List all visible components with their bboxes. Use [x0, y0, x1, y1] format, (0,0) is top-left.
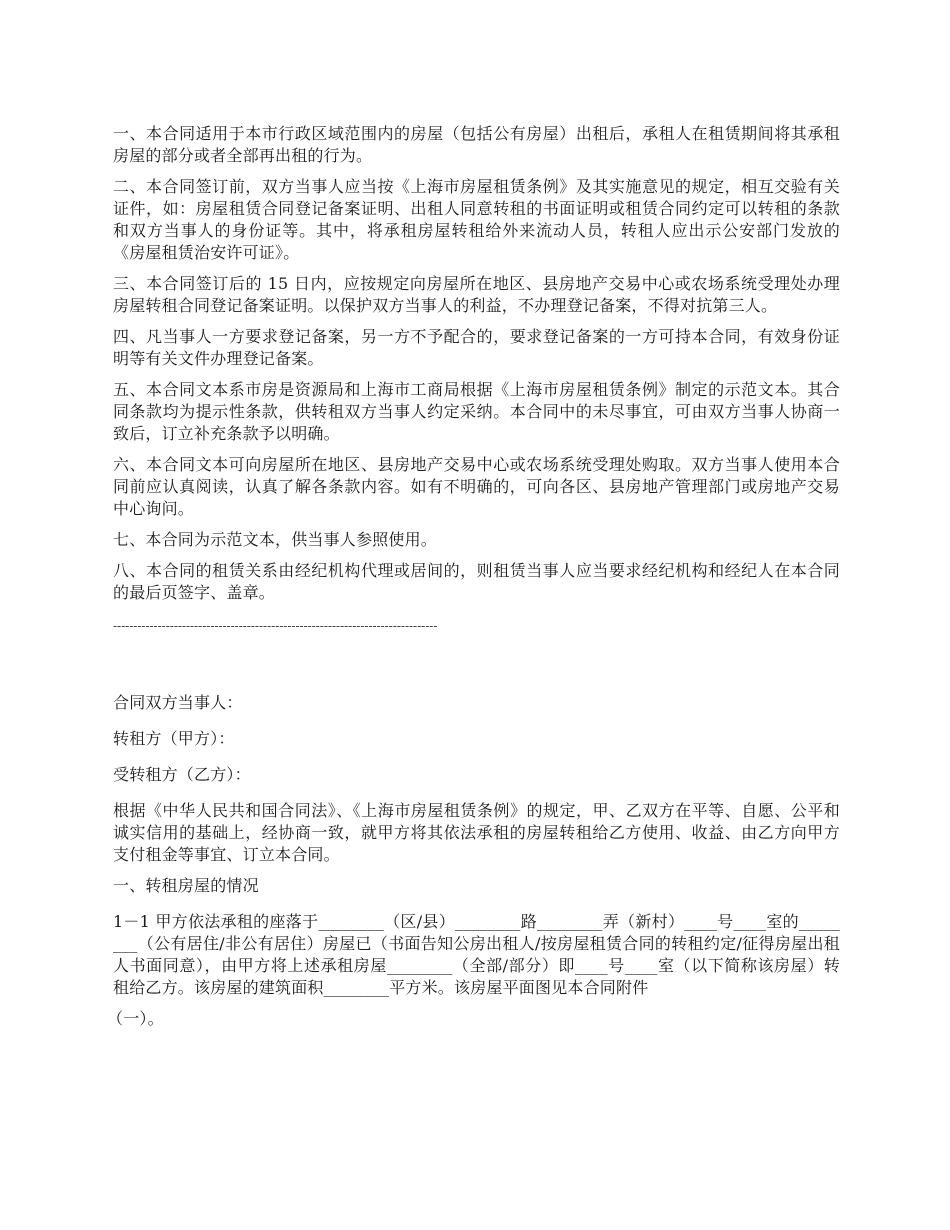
- note-1: 一、本合同适用于本市行政区域范围内的房屋（包括公有房屋）出租后，承租人在租赁期间将其承租房屋的部分或者全部再出租的行为。: [113, 124, 840, 165]
- party-b-label: 受转租方（乙方）：: [113, 765, 251, 784]
- party-a-label: 转租方（甲方）：: [113, 729, 235, 748]
- preamble: 根据《中华人民共和国合同法》、《上海市房屋租赁条例》的规定，甲、乙双方在平等、自愿、公平和诚实信用的基础上，经协商一致，就甲方将其依法承租的房屋转租给乙方使用、收益、由乙方向甲方支付租金等事宜、订立本合同。: [113, 801, 840, 864]
- note-2: 二、本合同签订前，双方当事人应当按《上海市房屋租赁条例》及其实施意见的规定，相互交验有关证件，如：房屋租赁合同登记备案证明、出租人同意转租的书面证明或租赁合同约定可以转租的条款和双方当事人的身份证等。其中，将承租房屋转租给外来流动人员，转租人应出示公安部门发放的《房屋租赁治安许可证》。: [113, 177, 840, 262]
- note-7: 七、本合同为示范文本，供当事人参照使用。: [113, 530, 438, 549]
- separator-line: --------------------------------------------------------------------------------: [113, 619, 438, 633]
- clause-1-1: 1－1 甲方依法承租的座落于________（区/县）________路________弄（新村）____号____室的________（公有居住/非公有居住）房屋已（书面告知公房出租人/按房屋租赁合同的转租约定/征得房屋出租人书面同意），由甲方将上述承租房屋________（全部/部分）即____号____室（以下简称该房屋）转租给乙方。该房屋的建筑面积________平方米。该房屋平面图见本合同附件: [113, 912, 840, 997]
- note-4: 四、凡当事人一方要求登记备案，另一方不予配合的，要求登记备案的一方可持本合同，有效身份证明等有关文件办理登记备案。: [113, 327, 840, 368]
- note-8: 八、本合同的租赁关系由经纪机构代理或居间的，则租赁当事人应当要求经纪机构和经纪人在本合同的最后页签字、盖章。: [113, 561, 840, 602]
- document-page: [107, 123, 840, 1203]
- note-6: 六、本合同文本可向房屋所在地区、县房地产交易中心或农场系统受理处购取。双方当事人使用本合同前应认真阅读，认真了解各条款内容。如有不明确的，可向各区、县房地产管理部门或房地产交易中心询问。: [113, 455, 840, 518]
- parties-heading: 合同双方当事人：: [113, 693, 243, 712]
- note-5: 五、本合同文本系市房是资源局和上海市工商局根据《上海市房屋租赁条例》制定的示范文本。其合同条款均为提示性条款，供转租双方当事人约定采纳。本合同中的未尽事宜，可由双方当事人协商一致后，订立补充条款予以明确。: [113, 380, 840, 443]
- clause-1-1-tail: （一）。: [107, 1009, 164, 1028]
- note-3: 三、本合同签订后的 15 日内，应按规定向房屋所在地区、县房地产交易中心或农场系统受理处办理房屋转租合同登记备案证明。以保护双方当事人的利益，不办理登记备案，不得对抗第三人。: [113, 274, 840, 315]
- section-1-heading: 一、转租房屋的情况: [113, 876, 259, 895]
